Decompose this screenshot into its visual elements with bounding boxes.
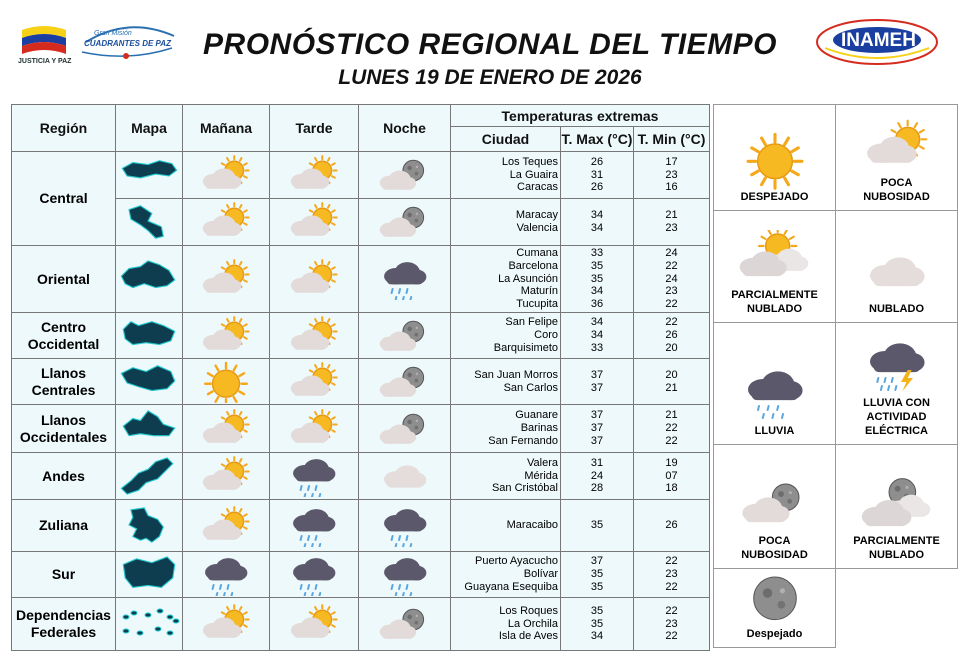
city-name: San Felipe <box>505 316 558 329</box>
region-row <box>12 246 710 313</box>
tmax-value: 37 <box>590 409 604 422</box>
legend-item <box>714 211 836 323</box>
city-name: Bolívar <box>523 568 558 581</box>
tmax-value: 37 <box>590 434 604 447</box>
region-row <box>12 152 710 199</box>
partly-cloudy-icon <box>270 199 359 246</box>
page-date: LUNES 19 DE ENERO DE 2026 <box>338 66 642 89</box>
city-list <box>451 453 561 500</box>
rain-icon <box>359 246 451 313</box>
tmin-value: 24 <box>665 247 678 260</box>
city-list <box>451 500 561 552</box>
city-name: San Cristóbal <box>491 482 558 495</box>
tmax-value: 34 <box>590 630 604 643</box>
region-name: Zuliana <box>38 517 88 533</box>
tmin-value: 22 <box>665 316 678 329</box>
header-extremes: Temperaturas extremas <box>451 105 710 127</box>
legend-item <box>836 211 958 323</box>
logo-left-text: JUSTICIA Y PAZ <box>18 58 72 65</box>
region-row <box>12 598 710 651</box>
tmin-list <box>634 598 710 651</box>
sunny-icon <box>714 132 835 190</box>
city-name: La Asunción <box>498 272 558 285</box>
legend-label: POCA <box>880 177 913 189</box>
tmax-list <box>561 405 634 453</box>
sunny-icon <box>183 359 270 405</box>
header-night: Noche <box>359 105 451 152</box>
partly-cloudy-icon <box>270 359 359 405</box>
tmax-value: 35 <box>590 604 604 617</box>
city-name: Puerto Ayacucho <box>475 555 558 568</box>
legend-item <box>714 445 836 569</box>
partly-cloudy-icon <box>270 313 359 359</box>
legend-label: PARCIALMENTE <box>731 289 818 301</box>
tmin-value: 22 <box>665 604 678 617</box>
tmax-value: 34 <box>590 285 604 298</box>
legend-label: LLUVIA CON <box>863 397 930 409</box>
region-map <box>116 359 183 405</box>
header-city: Ciudad <box>451 127 561 152</box>
legend-label: DESPEJADO <box>740 191 809 203</box>
partly-cloudy-icon <box>270 598 359 651</box>
region-map <box>116 199 183 246</box>
tmin-value: 23 <box>665 568 678 581</box>
rain-icon <box>359 552 451 598</box>
city-name: San Fernando <box>488 434 558 447</box>
tmax-list <box>561 152 634 199</box>
tmin-value: 18 <box>665 482 678 495</box>
tmin-list <box>634 552 710 598</box>
city-name: Valera <box>527 456 558 469</box>
legend-item <box>836 323 958 445</box>
header-afternoon: Tarde <box>270 105 359 152</box>
partly-cloudy-icon <box>183 453 270 500</box>
tmin-list <box>634 199 710 246</box>
region-name: Central <box>39 190 88 206</box>
tmax-value: 28 <box>590 482 604 495</box>
city-name: Barcelona <box>508 259 558 272</box>
tmin-value: 23 <box>665 285 678 298</box>
city-name: La Orchila <box>507 617 558 630</box>
legend-label: ACTIVIDAD <box>866 411 927 423</box>
city-list <box>451 359 561 405</box>
tmax-value: 33 <box>590 247 604 260</box>
tmin-list <box>634 453 710 500</box>
region-cell <box>12 405 116 453</box>
tmin-value: 21 <box>665 409 678 422</box>
region-cell <box>12 359 116 405</box>
moon-icon <box>714 569 835 627</box>
city-list <box>451 598 561 651</box>
tmin-list <box>634 500 710 552</box>
tmax-list <box>561 500 634 552</box>
tmin-value: 26 <box>665 519 678 532</box>
city-name: Barquisimeto <box>493 341 558 354</box>
partly-cloudy-icon <box>836 118 957 176</box>
region-name: Centro <box>40 318 87 335</box>
tmin-value: 23 <box>665 617 678 630</box>
city-name: Maracaibo <box>506 519 558 532</box>
tmin-value: 21 <box>665 381 678 394</box>
logo-mision-small: Gran Misión <box>94 30 132 37</box>
region-cell <box>12 552 116 598</box>
logo-right-text: INAMEH <box>841 30 916 51</box>
tmin-value: 22 <box>665 630 678 643</box>
night-few-clouds-icon <box>359 313 451 359</box>
header <box>0 0 960 100</box>
cloudy-icon <box>836 244 957 302</box>
header-tmin: T. Min (°C) <box>634 127 710 152</box>
region-cell <box>12 152 116 246</box>
tmin-value: 21 <box>665 209 678 222</box>
legend-item <box>714 105 836 211</box>
city-name: Mérida <box>524 469 558 482</box>
region-name: Occidental <box>27 335 100 352</box>
tmax-value: 34 <box>590 329 604 342</box>
legend-item <box>836 105 958 211</box>
partly-cloudy-icon <box>183 246 270 313</box>
city-list <box>451 246 561 313</box>
night-few-clouds-icon <box>359 405 451 453</box>
tmin-list <box>634 246 710 313</box>
city-list <box>451 152 561 199</box>
partly-cloudy-icon <box>270 152 359 199</box>
region-cell <box>12 246 116 313</box>
night-partly-cloudy-icon <box>836 476 957 534</box>
venezuela-flag-logo <box>18 22 70 62</box>
partly-cloudy-icon <box>270 246 359 313</box>
tmax-value: 31 <box>590 168 604 181</box>
city-name: Maracay <box>515 209 558 222</box>
region-row <box>12 199 710 246</box>
region-map <box>116 405 183 453</box>
tmax-value: 24 <box>590 469 604 482</box>
thunderstorm-icon <box>836 338 957 396</box>
legend-label: NUBOSIDAD <box>863 191 930 203</box>
tmax-list <box>561 552 634 598</box>
tmin-value: 22 <box>665 580 678 593</box>
region-name: Occidentales <box>19 428 108 445</box>
legend-empty <box>836 569 958 648</box>
tmax-value: 35 <box>590 519 604 532</box>
night-few-clouds-icon <box>359 359 451 405</box>
region-cell <box>12 453 116 500</box>
tmax-list <box>561 598 634 651</box>
tmin-value: 22 <box>665 422 678 435</box>
header-region: Región <box>12 105 116 152</box>
night-few-clouds-icon <box>359 199 451 246</box>
region-name: Andes <box>42 467 85 484</box>
city-name: Guayana Esequiba <box>464 580 558 593</box>
tmin-value: 22 <box>665 434 678 447</box>
tmax-value: 34 <box>590 316 604 329</box>
region-row <box>12 552 710 598</box>
tmin-value: 20 <box>665 368 678 381</box>
tmin-value: 17 <box>665 155 678 168</box>
tmax-value: 35 <box>590 568 604 581</box>
night-few-clouds-icon <box>359 152 451 199</box>
region-row <box>12 313 710 359</box>
logo-mision-large: CUADRANTES DE PAZ <box>84 39 171 48</box>
rain-icon <box>359 500 451 552</box>
city-name: Los Roques <box>499 604 558 617</box>
legend-item <box>714 323 836 445</box>
tmax-value: 35 <box>590 272 604 285</box>
tmin-value: 24 <box>665 272 678 285</box>
partly-cloudy-icon <box>183 598 270 651</box>
region-cell <box>12 313 116 359</box>
rain-icon <box>714 366 835 424</box>
tmin-value: 22 <box>665 298 678 311</box>
legend-label: PARCIALMENTE <box>853 535 940 547</box>
partly-cloudy-icon <box>183 405 270 453</box>
night-few-clouds-icon <box>359 598 451 651</box>
city-name: Isla de Aves <box>498 630 558 643</box>
forecast-table <box>11 104 710 651</box>
partly-cloudy-icon <box>183 199 270 246</box>
tmax-value: 37 <box>590 555 604 568</box>
region-map <box>116 152 183 199</box>
region-map <box>116 313 183 359</box>
tmin-value: 19 <box>665 456 678 469</box>
tmax-value: 26 <box>590 181 604 194</box>
tmax-value: 26 <box>590 155 604 168</box>
legend-label: POCA <box>758 535 791 547</box>
legend-label: NUBLADO <box>869 303 924 315</box>
tmax-value: 37 <box>590 422 604 435</box>
tmin-value: 20 <box>665 341 678 354</box>
tmax-value: 35 <box>590 580 604 593</box>
region-cell <box>12 598 116 651</box>
region-map <box>116 246 183 313</box>
tmin-value: 07 <box>665 469 678 482</box>
city-list <box>451 313 561 359</box>
page-title: PRONÓSTICO REGIONAL DEL TIEMPO <box>203 28 777 61</box>
city-name: Maturín <box>520 285 558 298</box>
legend-label: LLUVIA <box>754 425 795 437</box>
tmin-value: 16 <box>665 181 678 194</box>
partly-cloudy-icon <box>270 405 359 453</box>
legend-item <box>836 445 958 569</box>
tmax-value: 36 <box>590 298 604 311</box>
tmax-value: 37 <box>590 381 604 394</box>
rain-icon <box>270 453 359 500</box>
region-name: Sur <box>51 566 76 582</box>
rain-icon <box>270 500 359 552</box>
city-name: San Juan Morros <box>474 368 558 381</box>
legend-label: ELÉCTRICA <box>865 425 928 437</box>
city-name: Los Teques <box>501 155 558 168</box>
legend-item <box>714 569 836 648</box>
tmax-value: 33 <box>590 341 604 354</box>
tmin-list <box>634 152 710 199</box>
city-name: Caracas <box>517 181 558 194</box>
region-name: Centrales <box>31 381 96 398</box>
legend-label: Despejado <box>746 628 803 640</box>
region-row <box>12 453 710 500</box>
mostly-cloudy-icon <box>714 230 835 288</box>
region-name: Oriental <box>37 270 90 287</box>
partly-cloudy-icon <box>183 313 270 359</box>
tmin-value: 23 <box>665 222 678 234</box>
city-list <box>451 405 561 453</box>
inameh-logo <box>815 18 939 66</box>
city-name: Guanare <box>515 409 558 422</box>
tmin-value: 26 <box>665 329 678 342</box>
partly-cloudy-icon <box>183 500 270 552</box>
tmax-value: 31 <box>590 456 604 469</box>
night-few-clouds-icon <box>714 476 835 534</box>
region-row <box>12 405 710 453</box>
tmin-list <box>634 313 710 359</box>
city-name: Tucupita <box>516 298 558 311</box>
tmax-list <box>561 246 634 313</box>
cloudy-icon <box>359 453 451 500</box>
city-list <box>451 199 561 246</box>
city-name: San Carlos <box>503 381 558 394</box>
tmax-list <box>561 199 634 246</box>
city-name: La Guaira <box>509 168 558 181</box>
city-name: Cumana <box>516 247 558 260</box>
region-name: Federales <box>30 624 97 640</box>
legend-label: NUBLADO <box>747 303 802 315</box>
tmin-list <box>634 359 710 405</box>
region-row <box>12 500 710 552</box>
region-row <box>12 359 710 405</box>
tmax-value: 35 <box>590 617 604 630</box>
city-list <box>451 552 561 598</box>
region-name: Llanos <box>40 411 87 428</box>
city-name: Coro <box>534 329 558 342</box>
tmax-list <box>561 313 634 359</box>
region-name: Dependencias <box>16 607 111 623</box>
rain-icon <box>183 552 270 598</box>
region-map <box>116 552 183 598</box>
tmax-value: 34 <box>590 222 604 234</box>
region-map <box>116 500 183 552</box>
tmin-value: 22 <box>665 259 678 272</box>
tmax-list <box>561 359 634 405</box>
region-name: Llanos <box>40 364 87 381</box>
tmax-value: 34 <box>590 209 604 222</box>
tmin-value: 22 <box>665 555 678 568</box>
header-map: Mapa <box>116 105 183 152</box>
tmin-list <box>634 405 710 453</box>
city-name: Valencia <box>516 222 558 234</box>
tmax-value: 35 <box>590 259 604 272</box>
legend-label: NUBOSIDAD <box>741 549 808 561</box>
header-tmax: T. Max (°C) <box>561 127 634 152</box>
tmin-value: 23 <box>665 168 678 181</box>
legend-label: NUBLADO <box>869 549 924 561</box>
region-map <box>116 453 183 500</box>
tmax-list <box>561 453 634 500</box>
rain-icon <box>270 552 359 598</box>
city-name: Barinas <box>520 422 558 435</box>
tmax-value: 37 <box>590 368 604 381</box>
header-morning: Mañana <box>183 105 270 152</box>
partly-cloudy-icon <box>183 152 270 199</box>
region-cell <box>12 500 116 552</box>
legend-table <box>713 104 958 648</box>
region-map <box>116 598 183 651</box>
